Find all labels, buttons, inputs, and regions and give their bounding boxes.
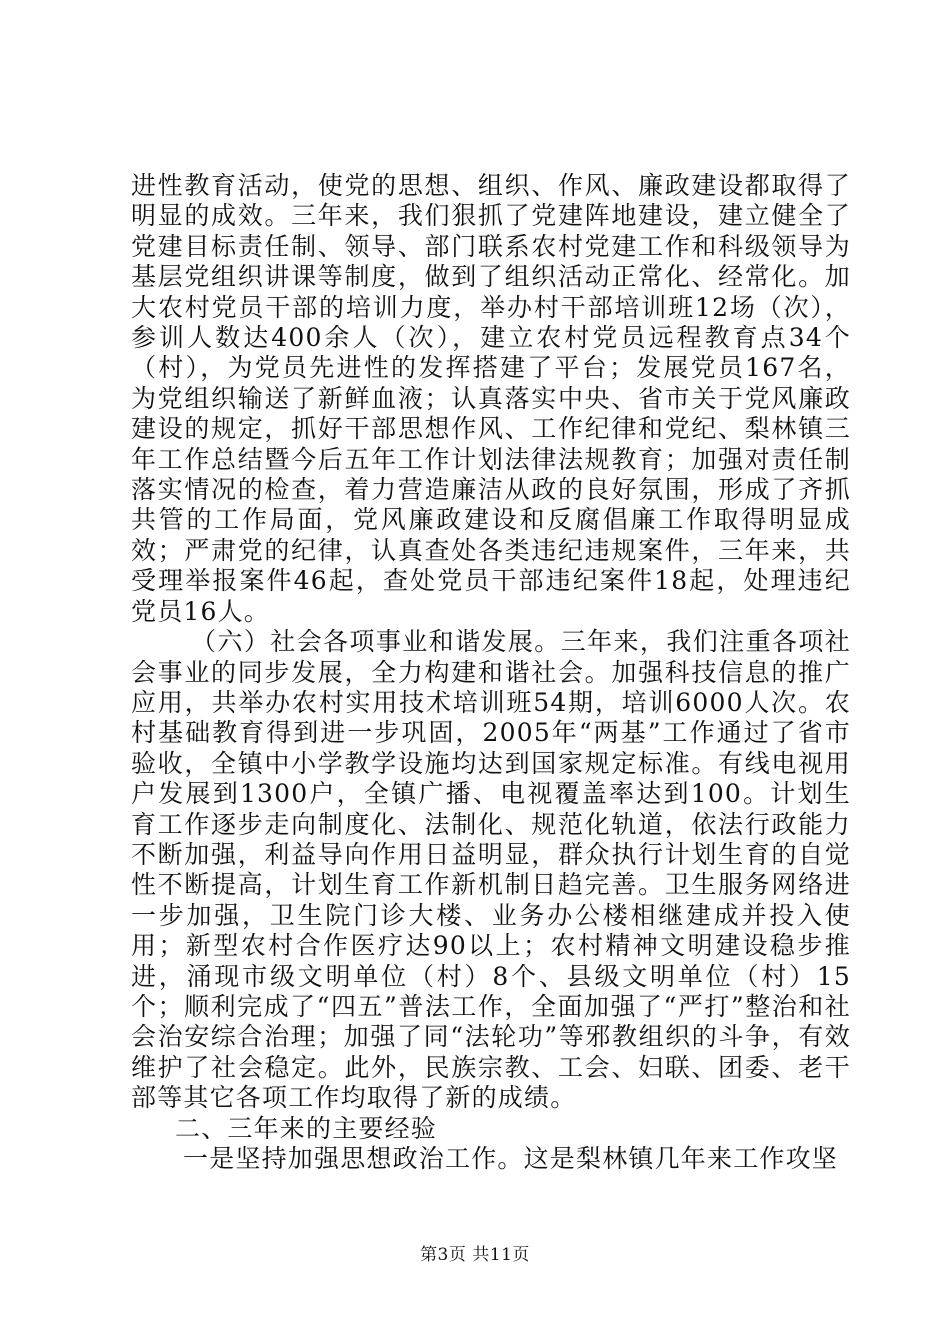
- paragraph-experience-one: 一是坚持加强思想政治工作。这是梨林镇几年来工作攻坚: [183, 1144, 839, 1173]
- paragraph-party-building: 进性教育活动，使党的思想、组织、作风、廉政建设都取得了明显的成效。三年来，我们狠抓了党建阵地建设，建立健全了党建目标责任制、领导、部门联系农村党建工作和科级领导为基层党组织讲课等制度，做到了组织活动正常化、经常化。加大农村党员干部的培训力度，举办村干部培训班12场（次），参训人数达400余人（次），建立农村党员远程教育点34个（村），为党员先进性的发挥搭建了平台；发展党员167名，为党组织输送了新鲜血液；认真落实中央、省市关于党风廉政建设的规定，抓好干部思想作风、工作纪律和党纪、梨林镇三年工作总结暨今后五年工作计划法律法规教育；加强对责任制落实情况的检查，着力营造廉洁从政的良好氛围，形成了齐抓共管的工作局面，党风廉政建设和反腐倡廉工作取得明显成效；严肃党的纪律，认真查处各类违纪违规案件，三年来，共受理举报案件46起，查处党员干部违纪案件18起，处理违纪党员16人。: [131, 171, 851, 626]
- paragraph-social-development: （六）社会各项事业和谐发展。三年来，我们注重各项社会事业的同步发展，全力构建和谐社会。加强科技信息的推广应用，共举办农村实用技术培训班54期，培训6000人次。农村基础教育得到进一步巩固，2005年“两基”工作通过了省市验收，全镇中小学教学设施均达到国家规定标准。有线电视用户发展到1300户，全镇广播、电视覆盖率达到100。计划生育工作逐步走向制度化、法制化、规范化轨道，依法行政能力不断加强，利益导向作用日益明显，群众执行计划生育的自觉性不断提高，计划生育工作新机制日趋完善。卫生服务网络进一步加强，卫生院门诊大楼、业务办公楼相继建成并投入使用；新型农村合作医疗达90以上；农村精神文明建设稳步推进，涌现市级文明单位（村）8个、县级文明单位（村）15个；顺利完成了“四五”普法工作，全面加强了“严打”整治和社会治安综合治理；加强了同“法轮功”等邪教组织的斗争，有效维护了社会稳定。此外，民族宗教、工会、妇联、团委、老干部等其它各项工作均取得了新的成绩。: [131, 627, 851, 1113]
- document-body: [131, 171, 851, 1174]
- page-number-footer: 第3页 共11页: [420, 1245, 530, 1265]
- section-heading-main-experience: 二、三年来的主要经验: [175, 1113, 438, 1143]
